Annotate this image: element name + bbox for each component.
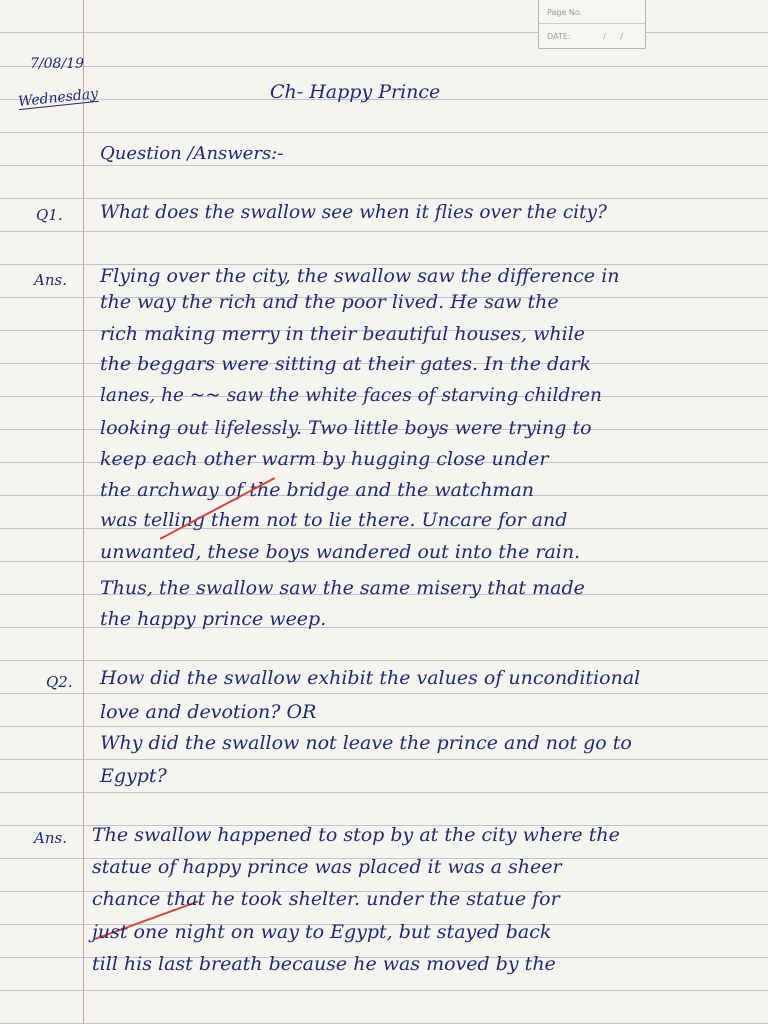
q2-label: Q2. xyxy=(46,673,73,691)
q1-answer-line: the way the rich and the poor lived. He saw the xyxy=(100,291,559,313)
page-title: Ch- Happy Prince xyxy=(270,81,441,103)
q2-answer-line: The swallow happened to stop by at the city where the xyxy=(92,824,620,846)
q2-answer-line: chance that he took shelter. under the statue for xyxy=(92,888,560,910)
q1-label: Q1. xyxy=(36,206,63,224)
q2-question-line: Egypt? xyxy=(100,765,167,787)
q2-question-line: Why did the swallow not leave the prince and not go to xyxy=(100,732,632,754)
q1-answer-label: Ans. xyxy=(34,271,67,289)
q1-answer-line: the archway of the bridge and the watchman xyxy=(100,479,535,501)
q1-answer-line: looking out lifelessly. Two little boys were trying to xyxy=(100,417,592,439)
q1-answer-line: rich making merry in their beautiful houses, while xyxy=(100,323,586,345)
q1-answer-line: unwanted, these boys wandered out into the rain. xyxy=(100,541,581,563)
page-number-field: Page No. xyxy=(539,0,645,24)
date-field: DATE: / / xyxy=(547,32,629,41)
q2-question-line: love and devotion? OR xyxy=(100,701,317,723)
day: Wednesday xyxy=(17,85,99,111)
q1-answer-line: was telling them not to lie there. Uncare for and xyxy=(100,509,568,531)
q1-answer-line: Flying over the city, the swallow saw the difference in xyxy=(100,265,620,287)
q2-answer-line: just one night on way to Egypt, but stayed back xyxy=(92,921,552,943)
q1-answer-line: the happy prince weep. xyxy=(100,608,327,630)
q1-question: What does the swallow see when it flies over the city? xyxy=(100,202,607,223)
margin-line xyxy=(83,0,84,1024)
q2-answer-label: Ans. xyxy=(34,829,67,847)
q2-question-line: How did the swallow exhibit the values of unconditional xyxy=(100,667,641,689)
q2-answer-line: till his last breath because he was moved by the xyxy=(92,953,556,975)
heading: Question /Answers:- xyxy=(100,143,284,164)
page-header-box xyxy=(538,0,646,49)
q1-answer-line: lanes, he ~~ saw the white faces of starving children xyxy=(100,385,602,406)
q2-answer-line: statue of happy prince was placed it was a sheer xyxy=(92,856,562,878)
date: 7/08/19 xyxy=(30,56,84,72)
q1-answer-line: Thus, the swallow saw the same misery that made xyxy=(100,577,585,599)
q1-answer-line: the beggars were sitting at their gates. In the dark xyxy=(100,353,592,375)
q1-answer-line: keep each other warm by hugging close under xyxy=(100,448,549,470)
